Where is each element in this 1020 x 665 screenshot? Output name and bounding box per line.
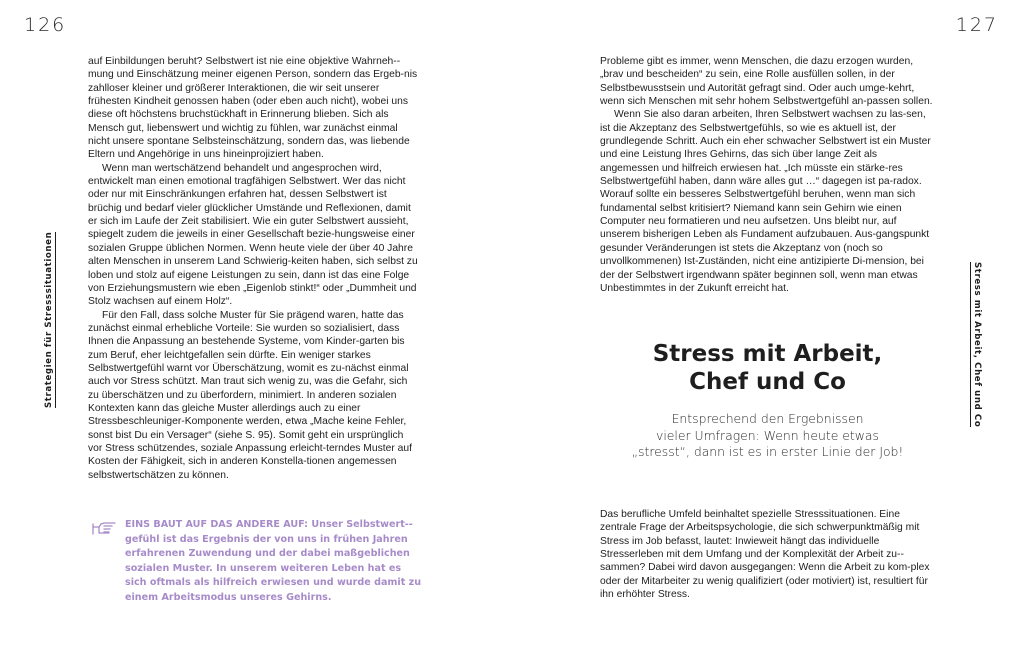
body-paragraph: auf Einbildungen beruht? Selbstwert ist nie eine objektive Wahrneh-mung und Einschätzung meiner eigenen Person, sondern das Ergeb-nis zahlloser kleiner und größerer Interaktionen, die wir seit unserer frühesten Kindheit genossen haben (oder eben auch nicht), wobei uns diese oft höchstens bruchstückhaft in Erinnerung blieben. Sich als Mensch gut, liebenswert und wichtig zu fühlen, war zunächst einmal nicht unsere spontane Selbsteinschätzung, sondern das, was liebende Eltern und Angehörige in uns hineinprojiziert haben. — [88, 56, 418, 161]
body-paragraph: Wenn man wertschätzend behandelt und angesprochen wird, entwickelt man einen emotional tragfähigen Selbstwert. Wer das nicht oder nur mit Einschränkungen erfahren hat, dessen Selbstwert ist brüchig und bedarf vieler glücklicher Umstände und Reflexionen, damit er sich im Laufe der Zeit stabilisiert. Wie ein guter Selbstwert aussieht, spiegelt zudem die jeweils in einer Gesellschaft bezie-hungsweise einer sozialen Gruppe üblichen Normen. Wenn heute viele der über 40 Jahre alten Menschen in unserem Land Schwierig-keiten haben, sich selbst zu loben und stolz auf eigene Leistungen zu sein, dann ist das eine Folge von Erziehungsmustern wie eben „Eigenlob stinkt!“ oder „Dummheit und Stolz wachsen auf einem Holz“. — [88, 162, 418, 308]
chapter-body — [600, 508, 935, 601]
chapter-intro-line: vieler Umfragen: Wenn heute etwas — [656, 427, 879, 443]
left-page-body — [88, 55, 418, 482]
page-number-right: 127 — [955, 14, 998, 36]
tip-box — [92, 518, 422, 606]
right-page-body — [600, 55, 935, 295]
chapter-title — [600, 340, 935, 396]
body-paragraph: Probleme gibt es immer, wenn Menschen, die dazu erzogen wurden, „brav und bescheiden“ zu sein, eine Rolle ausfüllen sollen, in der Selbstbewusstsein und Autorität gefragt sind. Oder auch umge-kehrt, wenn sich Menschen mit sehr hohem Selbstwertgefühl an-passen sollen. — [600, 56, 933, 108]
chapter-title-line: Chef und Co — [689, 369, 846, 395]
body-paragraph: Wenn Sie also daran arbeiten, Ihren Selbstwert wachsen zu las-sen, ist die Akzeptanz des Selbstwertgefühls, so wie es aktuell ist, der grundlegende Schritt. Auch ein eher schwacher Selbstwert ist ein Muster und eine Leistung Ihres Gehirns, das sich über lange Zeit als angemessen und hilfreich erwiesen hat. „Ich müsste ein stärke-res Selbstwertgefühl haben, dann wäre alles gut …“ dagegen ist pa-radox. Worauf sollte ein besseres Selbstwertgefühl beruhen, wenn man sich fundamental selbst kritisiert? Niemand kann sein Gehirn wie einen Computer neu formatieren und neu aufsetzen. Uns bleibt nur, auf unserem bisherigen Leben als Fundament aufzubauen. Aus-gangspunkt gesunder Veränderungen ist stets die Akzeptanz von (noch so unvollkommenen) Ist-Zuständen, nicht eine antizipierte Di-mension, bei der der Selbstwert irgendwann später beginnen soll, wenn man etwas Unbestimmtes in der Zukunft erreicht hat. — [600, 109, 931, 294]
page-number-left: 126 — [24, 14, 67, 36]
chapter-intro-line: „stresst“, dann ist es in erster Linie der Job! — [631, 444, 904, 460]
running-header-right: Stress mit Arbeit, Chef und Co — [972, 262, 982, 428]
body-paragraph: Das berufliche Umfeld beinhaltet spezielle Stresssituationen. Eine zentrale Frage der Arbeitspsychologie, die sich schwerpunktmäßig mit Stress im Job befasst, lautet: Inwieweit hängt das individuelle Stresserleben mit dem Umfang und der Komplexität der Arbeit zu-sammen? Dabei wird davon ausgegangen: Wenn die Arbeit zu kom-plex oder der Mitarbeiter zu wenig qualifiziert (oder motiviert) ist, resultiert für ihn erhöhter Stress. — [600, 509, 930, 601]
body-paragraph: Für den Fall, dass solche Muster für Sie prägend waren, hatte das zunächst einmal erhebliche Vorteile: Sie wurden so sozialisiert, dass Ihnen die Anpassung an bestehende Systeme, vom Kinder-garten bis zum Beruf, eher leichtgefallen sein dürfte. Ein weniger starkes Selbstwertgefühl warnt vor Überschätzung, womit es zu-nächst einmal auch vor Stress schützt. Man traut sich wenig zu, was die Gefahr, sich zu überschätzen und zu überfordern, minimiert. In anderen sozialen Kontexten kann das gleiche Muster allerdings auch zu einer Stressbeschleuniger-Komponente werden, etwa „Mache keine Fehler, sonst bist Du ein Versager“ (siehe S. 95). Somit geht ein ursprünglich vor Stress schützendes, soziale Anpassung erleicht-terndes Muster auf Kosten der Fähigkeit, sich in anderen Konstella-tionen angemessen selbstwertschätzen zu können. — [88, 309, 412, 481]
tip-text: EINS BAUT AUF DAS ANDERE AUF: Unser Selbstwert-gefühl ist das Ergebnis der von uns in frühen Jahren erfahrenen Zuwendung und der dabei maßgeblichen sozialen Muster. In unserem weiteren Leben hat es sich oftmals als hilfreich erwiesen und wurde damit zu einem Arbeitsmodus unseres Gehirns. — [125, 519, 422, 603]
chapter-intro-line: Entsprechend den Ergebnissen — [671, 411, 864, 426]
chapter-title-line: Stress mit Arbeit, — [652, 341, 883, 367]
chapter-intro — [600, 411, 935, 461]
running-header-left: Strategien für Stresssituationen — [44, 231, 54, 408]
pointing-hand-icon — [92, 518, 118, 536]
